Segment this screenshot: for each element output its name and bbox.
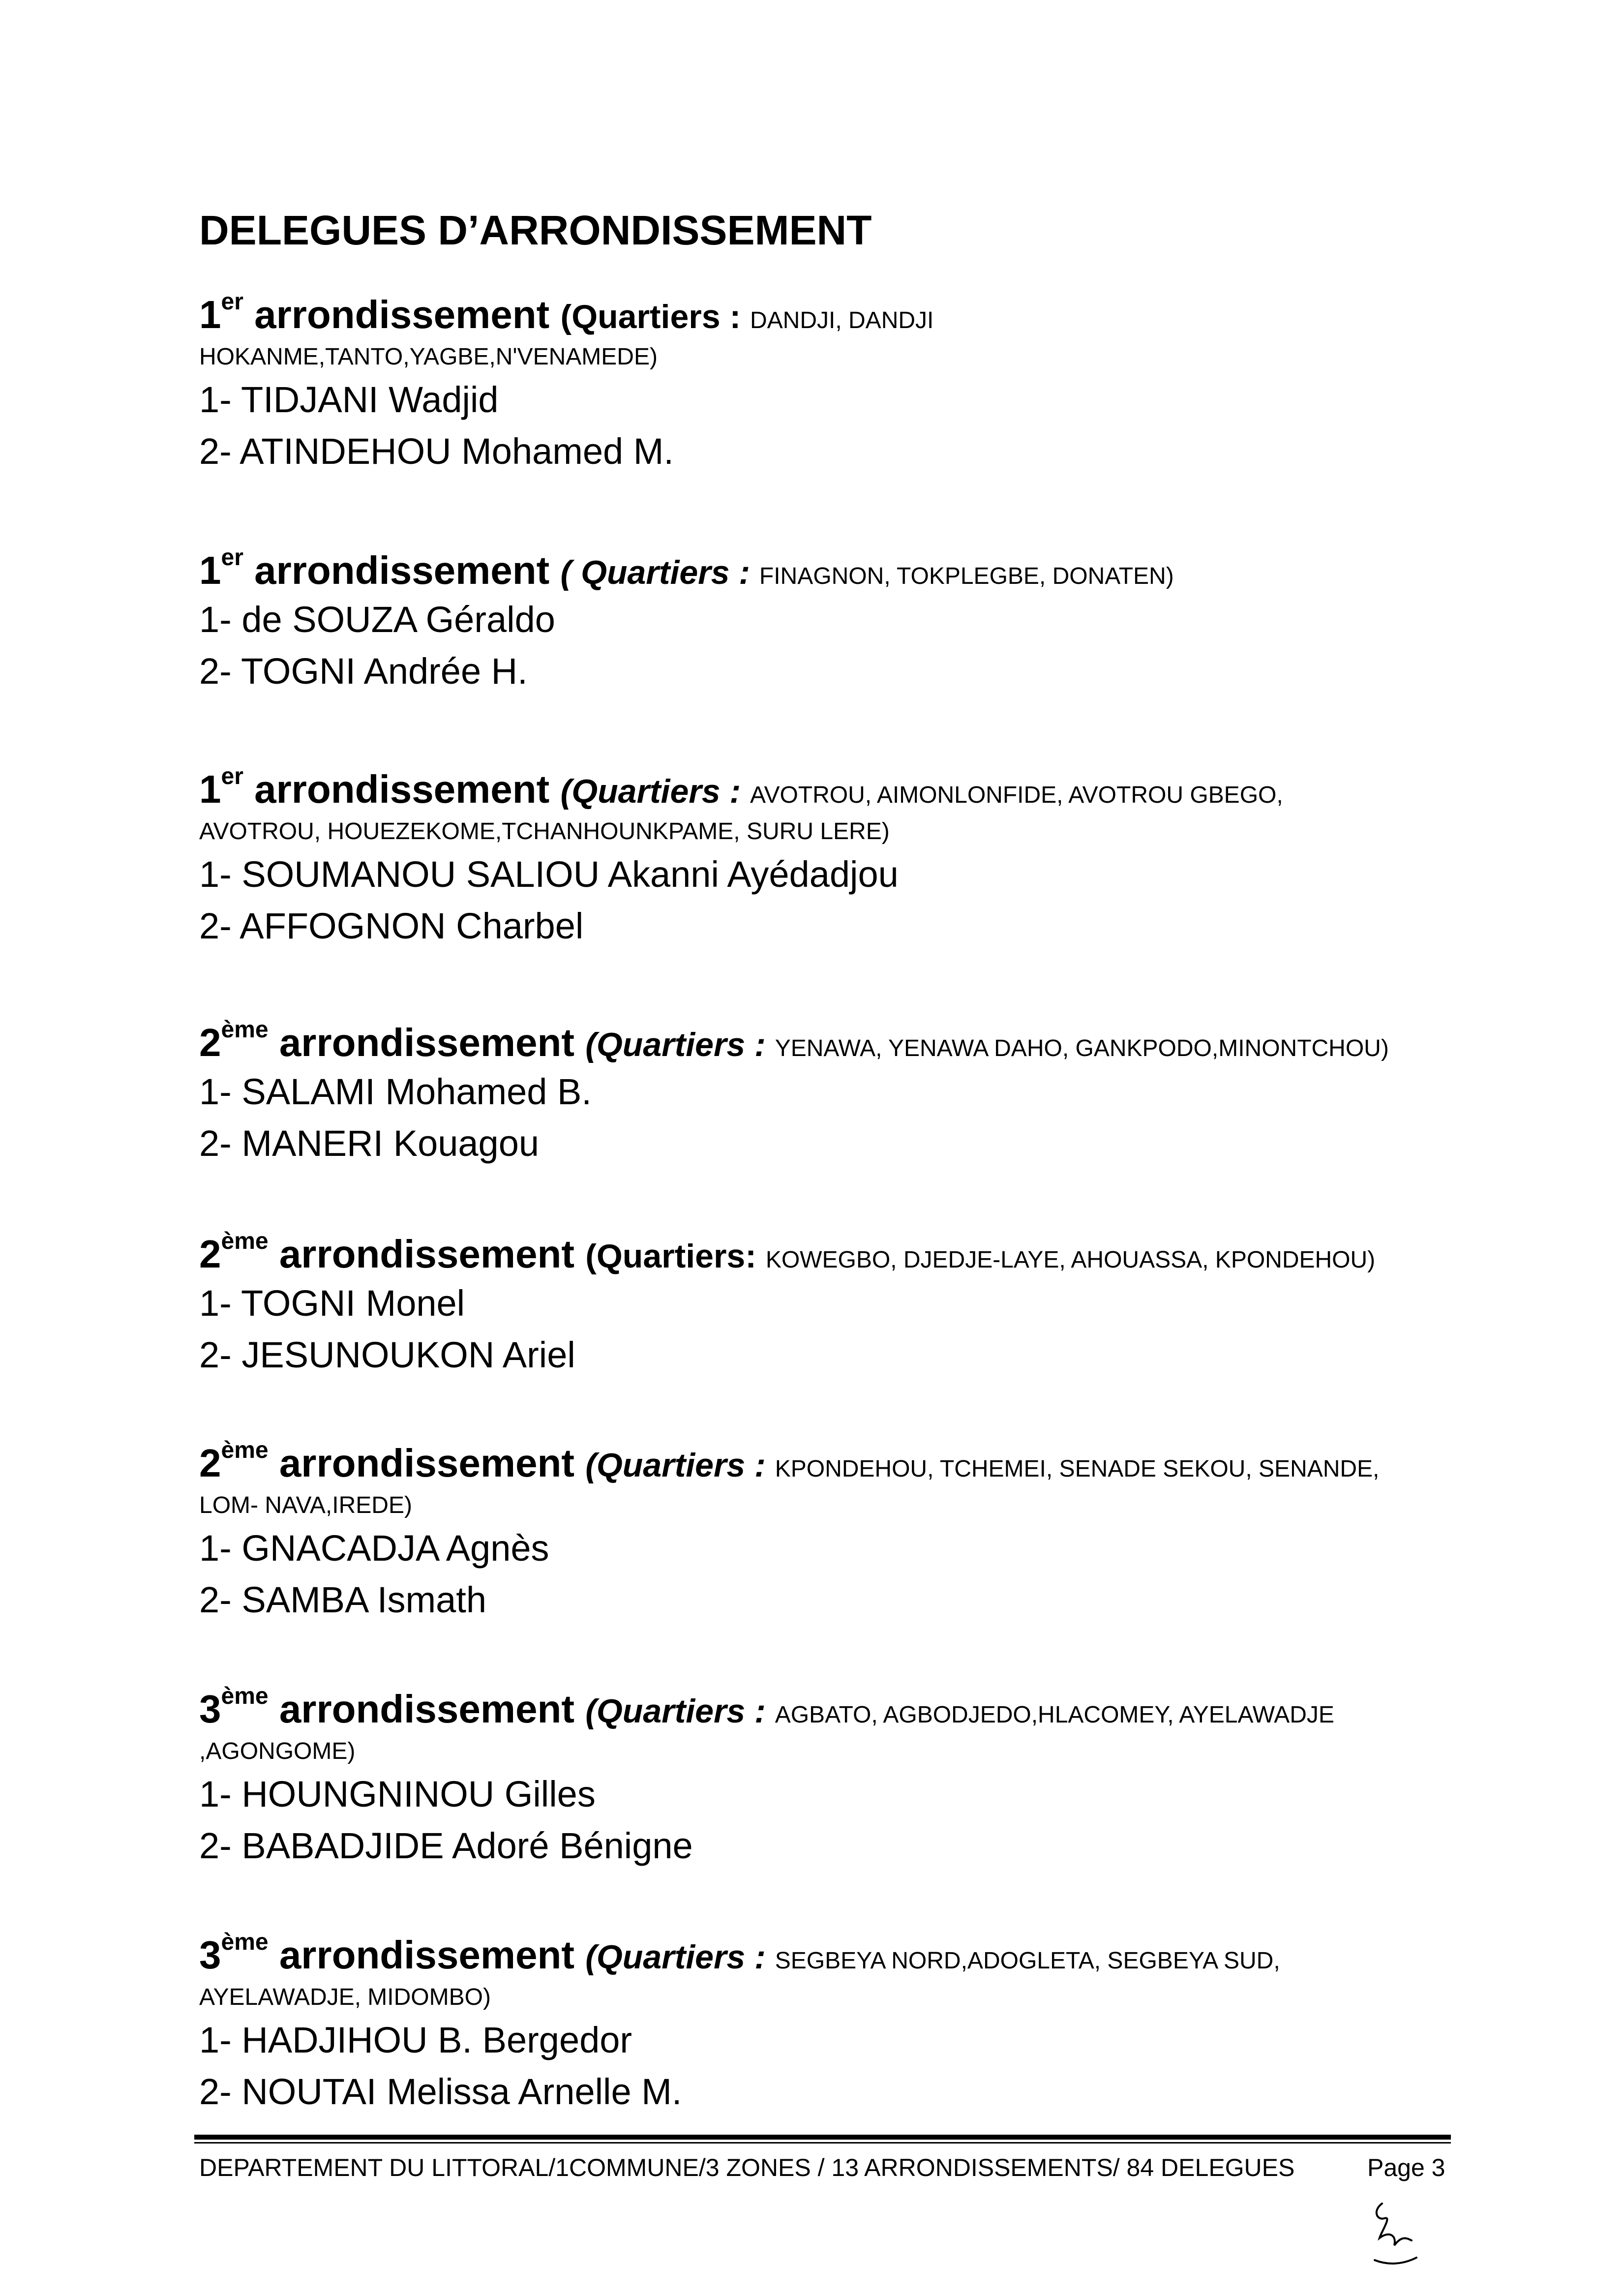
delegate-1: 1- GNACADJA Agnès: [199, 1528, 549, 1569]
quartiers-list-continued: AYELAWADJE, MIDOMBO): [199, 1984, 491, 2010]
quartiers-label: (Quartiers :: [585, 1938, 775, 1976]
quartiers-list: SEGBEYA NORD,ADOGLETA, SEGBEYA SUD,: [775, 1948, 1280, 1974]
footer-rule-thin: [194, 2142, 1451, 2144]
section-word: arrondissement: [279, 1232, 575, 1276]
arrondissement-section: [199, 1228, 1439, 1377]
delegate-1: 1- HOUNGNINOU Gilles: [199, 1774, 596, 1814]
section-word: arrondissement: [279, 1441, 575, 1485]
section-ordinal: ème: [221, 1929, 269, 1955]
arrondissement-section: [199, 1437, 1439, 1622]
section-number: 1: [199, 767, 221, 811]
section-word: arrondissement: [279, 1933, 575, 1977]
delegate-1: 1- de SOUZA Géraldo: [199, 599, 555, 640]
section-number: 2: [199, 1441, 221, 1485]
delegate-1: 1- HADJIHOU B. Bergedor: [199, 2020, 632, 2060]
delegate-1: 1- SOUMANOU SALIOU Akanni Ayédadjou: [199, 854, 899, 895]
arrondissement-section: [199, 1017, 1439, 1166]
delegate-2: 2- BABADJIDE Adoré Bénigne: [199, 1825, 693, 1866]
quartiers-label: (Quartiers :: [585, 1692, 775, 1730]
arrondissement-section: [199, 289, 1439, 474]
section-ordinal: ème: [221, 1228, 269, 1254]
quartiers-list: KPONDEHOU, TCHEMEI, SENADE SEKOU, SENANDE,: [775, 1456, 1380, 1482]
section-number: 3: [199, 1933, 221, 1977]
quartiers-label: (Quartiers :: [560, 773, 750, 810]
section-number: 1: [199, 293, 221, 336]
quartiers-list: YENAWA, YENAWA DAHO, GANKPODO,MINONTCHOU): [775, 1035, 1389, 1061]
footer-rule: [194, 2135, 1451, 2140]
handwritten-initials: [1367, 2196, 1421, 2270]
section-number: 2: [199, 1021, 221, 1064]
quartiers-list-continued: ,AGONGOME): [199, 1738, 356, 1764]
quartiers-list-continued: HOKANME,TANTO,YAGBE,N'VENAMEDE): [199, 344, 658, 370]
delegate-2: 2- AFFOGNON Charbel: [199, 905, 584, 946]
section-word: arrondissement: [254, 767, 550, 811]
quartiers-list-continued: AVOTROU, HOUEZEKOME,TCHANHOUNKPAME, SURU LERE): [199, 818, 890, 845]
page-title: DELEGUES D’ARRONDISSEMENT: [199, 207, 872, 253]
quartiers-list-continued: LOM- NAVA,IREDE): [199, 1492, 412, 1518]
arrondissement-section: [199, 1683, 1439, 1868]
quartiers-label: (Quartiers:: [585, 1238, 766, 1275]
section-word: arrondissement: [279, 1021, 575, 1064]
section-heading: [199, 763, 1439, 811]
section-number: 1: [199, 548, 221, 592]
section-heading: [199, 1437, 1439, 1485]
arrondissement-section: [199, 1929, 1439, 2114]
arrondissement-section: [199, 544, 1439, 694]
section-heading: [199, 1017, 1439, 1064]
delegate-1: 1- TOGNI Monel: [199, 1283, 465, 1324]
footer-text: DEPARTEMENT DU LITTORAL/1COMMUNE/3 ZONES / 13 ARRONDISSEMENTS/ 84 DELEGUES: [199, 2154, 1295, 2181]
section-heading: [199, 1929, 1439, 1977]
section-ordinal: er: [221, 544, 243, 571]
quartiers-label: (Quartiers :: [585, 1447, 775, 1484]
quartiers-list: AGBATO, AGBODJEDO,HLACOMEY, AYELAWADJE: [775, 1702, 1334, 1728]
quartiers-label: ( Quartiers :: [560, 554, 759, 591]
section-ordinal: ème: [221, 1683, 269, 1709]
section-ordinal: er: [221, 763, 243, 789]
delegate-2: 2- JESUNOUKON Ariel: [199, 1334, 575, 1375]
delegate-2: 2- NOUTAI Melissa Arnelle M.: [199, 2071, 682, 2112]
quartiers-label: (Quartiers :: [560, 298, 750, 335]
section-word: arrondissement: [254, 548, 550, 592]
delegate-2: 2- SAMBA Ismath: [199, 1579, 486, 1620]
section-heading: [199, 289, 1439, 336]
quartiers-list: KOWEGBO, DJEDJE-LAYE, AHOUASSA, KPONDEHOU): [765, 1247, 1376, 1273]
section-ordinal: er: [221, 289, 243, 315]
section-number: 3: [199, 1687, 221, 1731]
quartiers-label: (Quartiers :: [585, 1026, 775, 1063]
section-heading: [199, 1228, 1439, 1276]
section-number: 2: [199, 1232, 221, 1276]
delegate-1: 1- TIDJANI Wadjid: [199, 379, 499, 420]
section-heading: [199, 544, 1439, 592]
delegate-2: 2- ATINDEHOU Mohamed M.: [199, 430, 674, 472]
section-heading: [199, 1683, 1439, 1731]
delegate-2: 2- TOGNI Andrée H.: [199, 650, 528, 692]
section-word: arrondissement: [254, 293, 550, 336]
quartiers-list: AVOTROU, AIMONLONFIDE, AVOTROU GBEGO,: [750, 782, 1283, 808]
delegate-2: 2- MANERI Kouagou: [199, 1122, 540, 1164]
section-ordinal: ème: [221, 1437, 269, 1463]
quartiers-list: FINAGNON, TOKPLEGBE, DONATEN): [759, 563, 1174, 589]
quartiers-list: DANDJI, DANDJI: [750, 307, 934, 333]
section-word: arrondissement: [279, 1687, 575, 1731]
arrondissement-section: [199, 763, 1439, 948]
section-ordinal: ème: [221, 1017, 269, 1043]
delegate-1: 1- SALAMI Mohamed B.: [199, 1071, 592, 1112]
page-number: Page 3: [1367, 2154, 1445, 2181]
